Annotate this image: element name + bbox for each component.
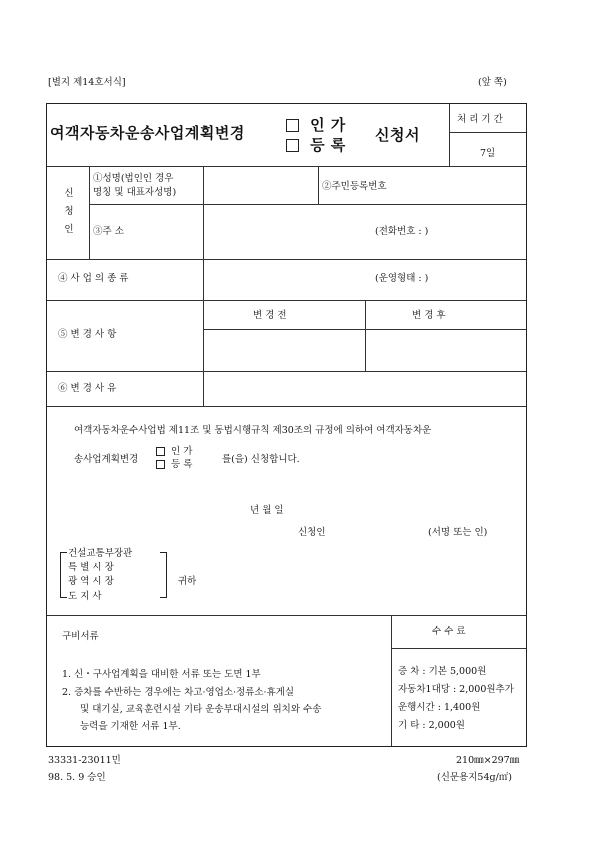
before-change-header: 변 경 전	[253, 310, 287, 321]
document-item-2: 2. 증차를 수반하는 경우에는 차고·영업소·정류소·휴게실	[62, 687, 295, 698]
divider	[47, 166, 526, 167]
title-option-approval: 인 가	[286, 114, 346, 135]
honorific: 귀하	[178, 576, 197, 587]
recipient-minister: 건설교통부장관	[68, 548, 133, 559]
form-title-suffix: 신청서	[375, 126, 420, 144]
address-label: ③주 소	[93, 226, 124, 237]
statement-option-registration: 등 록	[156, 456, 192, 470]
document-item-2-cont: 및 대기실, 교육훈련시설 기타 운송부대시설의 위치와 수송	[80, 704, 322, 715]
form-title: 여객자동차운송사업계획변경	[50, 124, 245, 142]
paper-size: 210㎜×297㎜	[456, 755, 520, 766]
form-number: [별지 제14호서식]	[48, 77, 126, 88]
fee-line-2: 자동차1대당 : 2,000원추가	[398, 684, 514, 695]
title-option-registration: 등 록	[286, 134, 346, 155]
processing-value: 7일	[480, 148, 496, 159]
recipient-governor: 도 지 사	[68, 591, 102, 602]
statement-line2-suffix: 를(을) 신청합니다.	[222, 454, 300, 465]
fee-line-1: 증 차 : 기본 5,000원	[398, 666, 487, 677]
divider	[391, 648, 526, 649]
divider	[318, 166, 319, 204]
date-fields: 년 월 일	[250, 505, 284, 516]
recipient-bracket-right	[160, 552, 167, 598]
divider	[89, 204, 526, 205]
business-type-label: ④ 사 업 의 종 류	[58, 273, 129, 284]
checkbox-statement-registration[interactable]	[156, 460, 165, 469]
paper-type: (신문용지54g/㎡)	[437, 772, 512, 783]
name-label-line1: ①성명(법인인 경우	[93, 173, 174, 184]
statement-line2-prefix: 송사업계획변경	[74, 454, 139, 465]
divider	[47, 259, 526, 260]
phone-label: (전화번호 : )	[375, 226, 429, 237]
divider	[365, 300, 366, 371]
divider	[449, 132, 526, 133]
processing-label: 처 리 기 간	[457, 114, 503, 125]
checkbox-registration[interactable]	[286, 139, 299, 152]
operation-type-label: (운영형태 : )	[375, 273, 429, 284]
divider	[391, 615, 392, 746]
checkbox-approval[interactable]	[286, 119, 299, 132]
divider	[47, 406, 526, 407]
divider	[449, 104, 450, 166]
recipient-special-city-mayor: 특 별 시 장	[68, 562, 114, 573]
name-label-line2: 명칭 및 대표자성명)	[93, 187, 177, 198]
signature-note: (서명 또는 인)	[428, 527, 488, 538]
divider	[47, 300, 526, 301]
resident-id-label: ②주민등록번호	[322, 181, 387, 192]
divider	[89, 166, 90, 259]
approval-date: 98. 5. 9 승인	[48, 772, 106, 783]
after-change-header: 변 경 후	[412, 310, 446, 321]
fee-line-3: 운행시간 : 1,400원	[398, 702, 481, 713]
document-item-2-cont: 능력을 기재한 서류 1부.	[80, 721, 181, 732]
checkbox-statement-approval[interactable]	[156, 447, 165, 456]
statement-option-approval: 인 가	[156, 443, 192, 457]
statement-line1: 여객자동차운수사업법 제11조 및 동법시행규칙 제30조의 규정에 의하여 여객자동차운	[74, 425, 432, 436]
recipient-metropolitan-mayor: 광 역 시 장	[68, 576, 114, 587]
divider	[203, 166, 204, 406]
page-side: (앞 쪽)	[478, 77, 507, 88]
fee-line-4: 기 타 : 2,000원	[398, 720, 465, 731]
divider	[47, 615, 526, 616]
applicant-label: 신 청 인	[64, 188, 74, 235]
form-code: 33331-23011민	[48, 755, 121, 766]
change-reason-label: ⑥ 변 경 사 유	[58, 383, 117, 394]
applicant-signature-label: 신청인	[298, 527, 326, 538]
recipient-bracket-left	[60, 552, 67, 598]
fees-label: 수 수 료	[432, 626, 466, 637]
change-items-label: ⑤ 변 경 사 항	[58, 329, 117, 340]
document-item-1: 1. 신・구사업계획을 대비한 서류 또는 도면 1부	[62, 669, 261, 680]
divider	[47, 371, 526, 372]
required-documents-label: 구비서류	[62, 631, 99, 642]
